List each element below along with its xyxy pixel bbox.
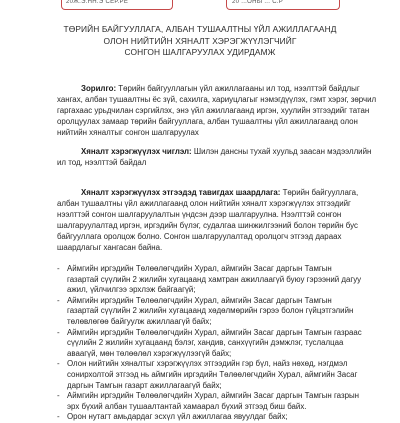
purpose-text: хангах, албан тушаалтны ёс зүй, сахилга, хариуцлагыг нэмэгдүүлэх, гэмт хэрэг, зөрчил (57, 94, 377, 104)
document-title (30, 24, 370, 59)
requirements-text: Төрийн байгууллага, (280, 188, 359, 197)
requirements-label: Хяналт хэрэгжүүлэх этгээдэд тавигдах шаардлага: (81, 188, 281, 197)
purpose-text: оролцуулах замаар төрийн байгууллага, албан тушаалтны үйл ажиллагаанд олон (57, 116, 358, 126)
list-item-text: сонирхолтой этгээд нь аймгийн иргэдийн Төлөөлөгчдийн Хурал, аймгийн Засаг (67, 369, 358, 379)
list-item-text: газартай сүүлийн 2 жилийн хугацаанд хамтран ажиллаагүй буюу гэрээний дагуу (67, 274, 362, 284)
list-item-text: Орон нутагт амьдардаг эсхүл үйл ажиллагаа явуулдаг байх; (67, 412, 288, 422)
list-item (57, 264, 375, 296)
criteria-text: ил тод, нээлттэй байдал (57, 157, 147, 167)
list-item-text: Аймгийн иргэдийн Төлөөлөгчдийн Хурал, аймгийн Засаг даргын Тамгын (67, 264, 332, 273)
list-item-text: Олон нийтийн хяналтыг хэрэгжүүлэх этгээдийн гэр бүл, найз нөхөд, нэгдмэл (67, 359, 348, 369)
list-item (57, 328, 375, 360)
list-item-text: аваагүй, мөн төлөөлөл хэрэгжүүлээгүй байх; (67, 348, 232, 358)
stamp-right-text: 20 ...ОНЫ ... С.Р (232, 0, 284, 5)
list-item-text: сүүлийн 2 жилийн хугацаанд бэлэг, хандив, санхүүгийн дэмжлэг, туслалцаа (67, 338, 344, 348)
stamp-left-text: 20Ж.Э.НН.Э СЕР.РЕ (66, 0, 129, 5)
list-item-text: ажил, үйлчилгээ эрхлэж байгаагүй; (67, 285, 196, 295)
requirements-text: шалгаруулалтад иргэн, иргэдийн бүлэг, судалгаа шинжилгээний болон төрийн бус (57, 220, 358, 230)
title-line: ОЛОН НИЙТИЙН ХЯНАЛТ ХЭРЭГЖҮҮЛЭГЧИЙГ (103, 35, 297, 46)
list-item (57, 359, 375, 391)
title-line: ТӨРИЙН БАЙГУУЛЛАГА, АЛБАН ТУШААЛТНЫ ҮЙЛ АЖИЛЛАГААНД (63, 24, 337, 34)
bullet-dash-icon: - (57, 295, 60, 305)
criteria-text: Шилэн дансны тухай хуульд заасан мэдээллийн (191, 147, 372, 156)
criteria-section (57, 147, 375, 169)
list-item-text: Аймгийн иргэдийн Төлөөлөгчдийн Хурал, аймгийн Засаг даргын Тамгын газраас (67, 327, 362, 337)
title-line: СОНГОН ШАЛГАРУУЛАХ УДИРДАМЖ (124, 47, 276, 57)
bullet-dash-icon: - (57, 264, 60, 273)
purpose-text: гаргахаас урьдчилан сэргийлэх, энэ үйл ажиллагаанд иргэн, хуулийн этгээдийг татан (57, 105, 370, 115)
list-item-text: төлөвлөгөө байгуулж ажиллаагүй байх; (67, 316, 212, 326)
bullet-dash-icon: - (57, 327, 60, 337)
bullet-dash-icon: - (57, 412, 60, 422)
criteria-label: Хяналт хэрэгжүүлэх чиглэл: (81, 147, 192, 156)
list-item (57, 412, 375, 423)
list-item (57, 296, 375, 328)
requirements-section (57, 188, 375, 253)
bullet-dash-icon: - (57, 359, 60, 369)
requirements-text: шаардлагыг хангасан байна. (57, 242, 163, 252)
list-item-text: газартай сүүлийн 2 жилийн хугацаанд хөдөлмөрийн гэрээ болон гүйцэтгэлийн (67, 306, 354, 316)
purpose-label: Зорилго: (81, 84, 117, 93)
list-item-text: даргын Тамгын газарт ажиллагаагүй байх; (67, 380, 222, 390)
stamp-strip (0, 0, 400, 10)
requirements-list (57, 264, 375, 423)
requirements-text: байгууллага оролцож болно. Сонгон шалгаруулалтад оролцогч этгээд дараах (57, 231, 342, 241)
requirements-text: албан тушаалтны үйл ажиллагаанд олон нийтийн хяналт хэрэгжүүлэх этгээдийг (57, 198, 351, 208)
list-item (57, 391, 375, 412)
list-item-text: Аймгийн иргэдийн Төлөөлөгчдийн Хурал, аймгийн Засаг даргын Тамгын газрын (67, 391, 360, 401)
purpose-text: нийтийн хяналтыг сонгон шалгаруулах (57, 127, 199, 137)
list-item-text: эрх бүхий албан тушаалтантай хамаарал бүхий этгээд биш байх. (67, 401, 307, 411)
list-item-text: Аймгийн иргэдийн Төлөөлөгчдийн Хурал, аймгийн Засаг даргын Тамгын (67, 295, 332, 305)
purpose-section (57, 84, 375, 139)
bullet-dash-icon: - (57, 391, 60, 401)
requirements-text: нээлттэй сонгон шалгаруулалтын үндсэн дээр шалгаруулна. Нээлттэй сонгон (57, 209, 342, 219)
purpose-text: Төрийн байгууллагын үйл ажиллагааны ил тод, нээлттэй байдлыг (116, 84, 360, 93)
